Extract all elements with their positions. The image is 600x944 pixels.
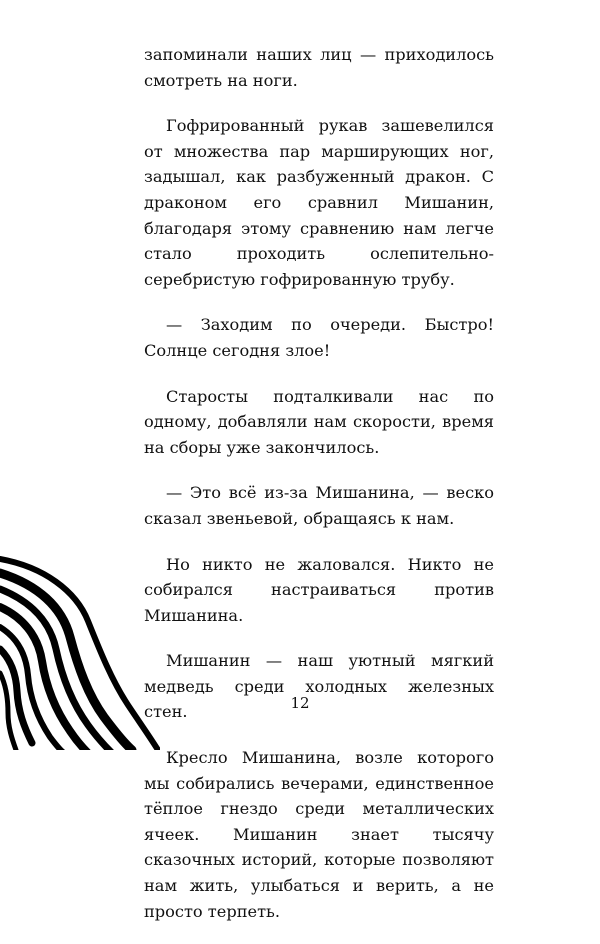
- paragraph: запоминали наших лиц — приходилось смотреть на ноги.: [144, 45, 494, 90]
- body-text: [144, 42, 494, 944]
- paragraph: — Это всё из-за Мишанина, — веско сказал звеньевой, обращаясь к нам.: [144, 483, 494, 528]
- paragraph: — Заходим по очереди. Быстро! Солнце сегодня злое!: [144, 315, 494, 360]
- paragraph: Гофрированный рукав зашевелился от множества пар марширующих ног, задышал, как разбуженный дракон. С драконом его сравнил Мишанин, благодаря этому сравнению нам легче стало проходить ослепительно-серебристую гофрированную трубу.: [144, 116, 494, 289]
- paragraph: Мишанин — наш уютный мягкий медведь среди холодных железных стен.: [144, 651, 494, 722]
- paragraph: Старосты подталкивали нас по одному, добавляли нам скорости, время на сборы уже закончилось.: [144, 386, 494, 457]
- paragraph: Кресло Мишанина, возле которого мы собирались вечерами, единственное тёплое гнездо среди металлических ячеек. Мишанин знает тысячу сказочных историй, которые позволяют нам жить, улыбаться и верить, а не просто терпеть.: [144, 748, 494, 921]
- page-number: 12: [290, 694, 310, 712]
- brush-stroke-ornament: [0, 555, 160, 750]
- paragraph: Но никто не жаловался. Никто не собирался настраиваться против Мишанина.: [144, 554, 494, 625]
